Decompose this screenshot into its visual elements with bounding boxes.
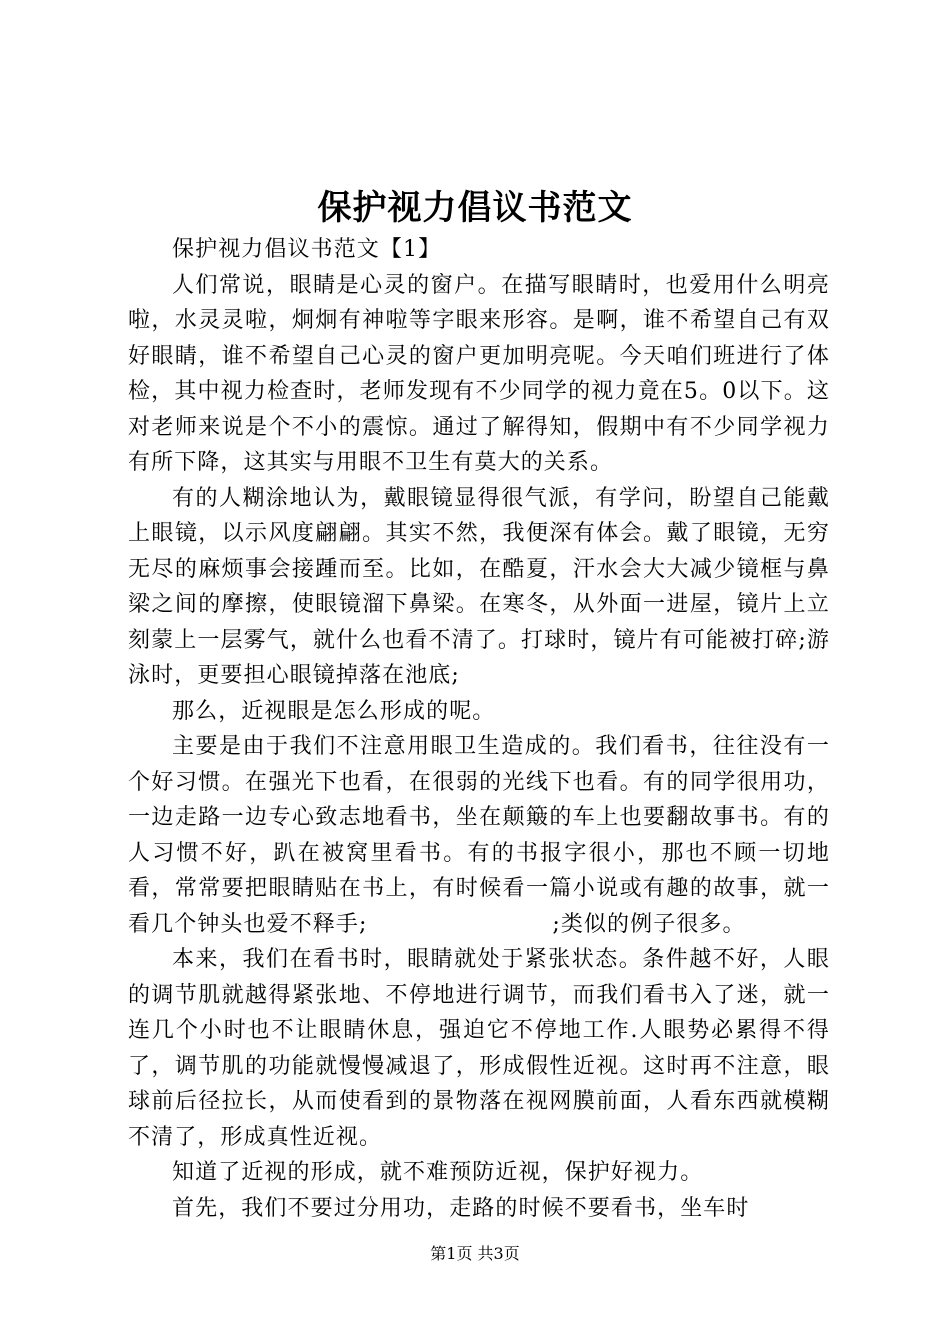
page-number-footer: 第1页 共3页 <box>430 1244 520 1263</box>
paragraph: 主要是由于我们不注意用眼卫生造成的。我们看书，往往没有一个好习惯。在强光下也看，在很弱的光线下也看。有的同学很用功，一边走路一边专心致志地看书，坐在颠簸的车上也要翻故事书。有的人习惯不好，趴在被窝里看书。有的书报字很小，那也不顾一切地看，常常要把眼睛贴在书上，有时候看一篇小说或有趣的故事，就一看几个钟头也爱不释手; ;类似的例子很多。 <box>128 734 830 937</box>
paragraph: 本来，我们在看书时，眼睛就处于紧张状态。条件越不好，人眼的调节肌就越得紧张地、不停地进行调节，而我们看书入了迷，就一连几个小时也不让眼睛休息，强迫它不停地工作.人眼势必累得不得了，调节肌的功能就慢慢减退了，形成假性近视。这时再不注意，眼球前后径拉长，从而使看到的景物落在视网膜前面，人看东西就模糊不清了，形成真性近视。 <box>128 947 830 1150</box>
paragraph: 有的人糊涂地认为，戴眼镜显得很气派，有学问，盼望自己能戴上眼镜，以示风度翩翩。其实不然，我便深有体会。戴了眼镜，无穷无尽的麻烦事会接踵而至。比如，在酷夏，汗水会大大减少镜框与鼻梁之间的摩擦，使眼镜溜下鼻梁。在寒冬，从外面一进屋，镜片上立刻蒙上一层雾气，就什么也看不清了。打球时，镜片有可能被打碎;游泳时，更要担心眼镜掉落在池底; <box>128 485 830 688</box>
document-title: 保护视力倡议书范文 <box>317 188 633 228</box>
paragraph: 那么，近视眼是怎么形成的呢。 <box>172 698 496 724</box>
paragraph: 首先，我们不要过分用功，走路的时候不要看书，坐车时 <box>172 1195 750 1221</box>
paragraph: 人们常说，眼睛是心灵的窗户。在描写眼睛时，也爱用什么明亮啦，水灵灵啦，炯炯有神啦等字眼来形容。是啊，谁不希望自己有双好眼睛，谁不希望自己心灵的窗户更加明亮呢。今天咱们班进行了体检，其中视力检查时，老师发现有不少同学的视力竟在5。0以下。这对老师来说是个不小的震惊。通过了解得知，假期中有不少同学视力有所下降，这其实与用眼不卫生有莫大的关系。 <box>128 272 830 475</box>
paragraph: 知道了近视的形成，就不难预防近视，保护好视力。 <box>172 1160 704 1185</box>
section-heading: 保护视力倡议书范文【1】 <box>172 237 442 262</box>
document-body <box>128 232 830 1226</box>
